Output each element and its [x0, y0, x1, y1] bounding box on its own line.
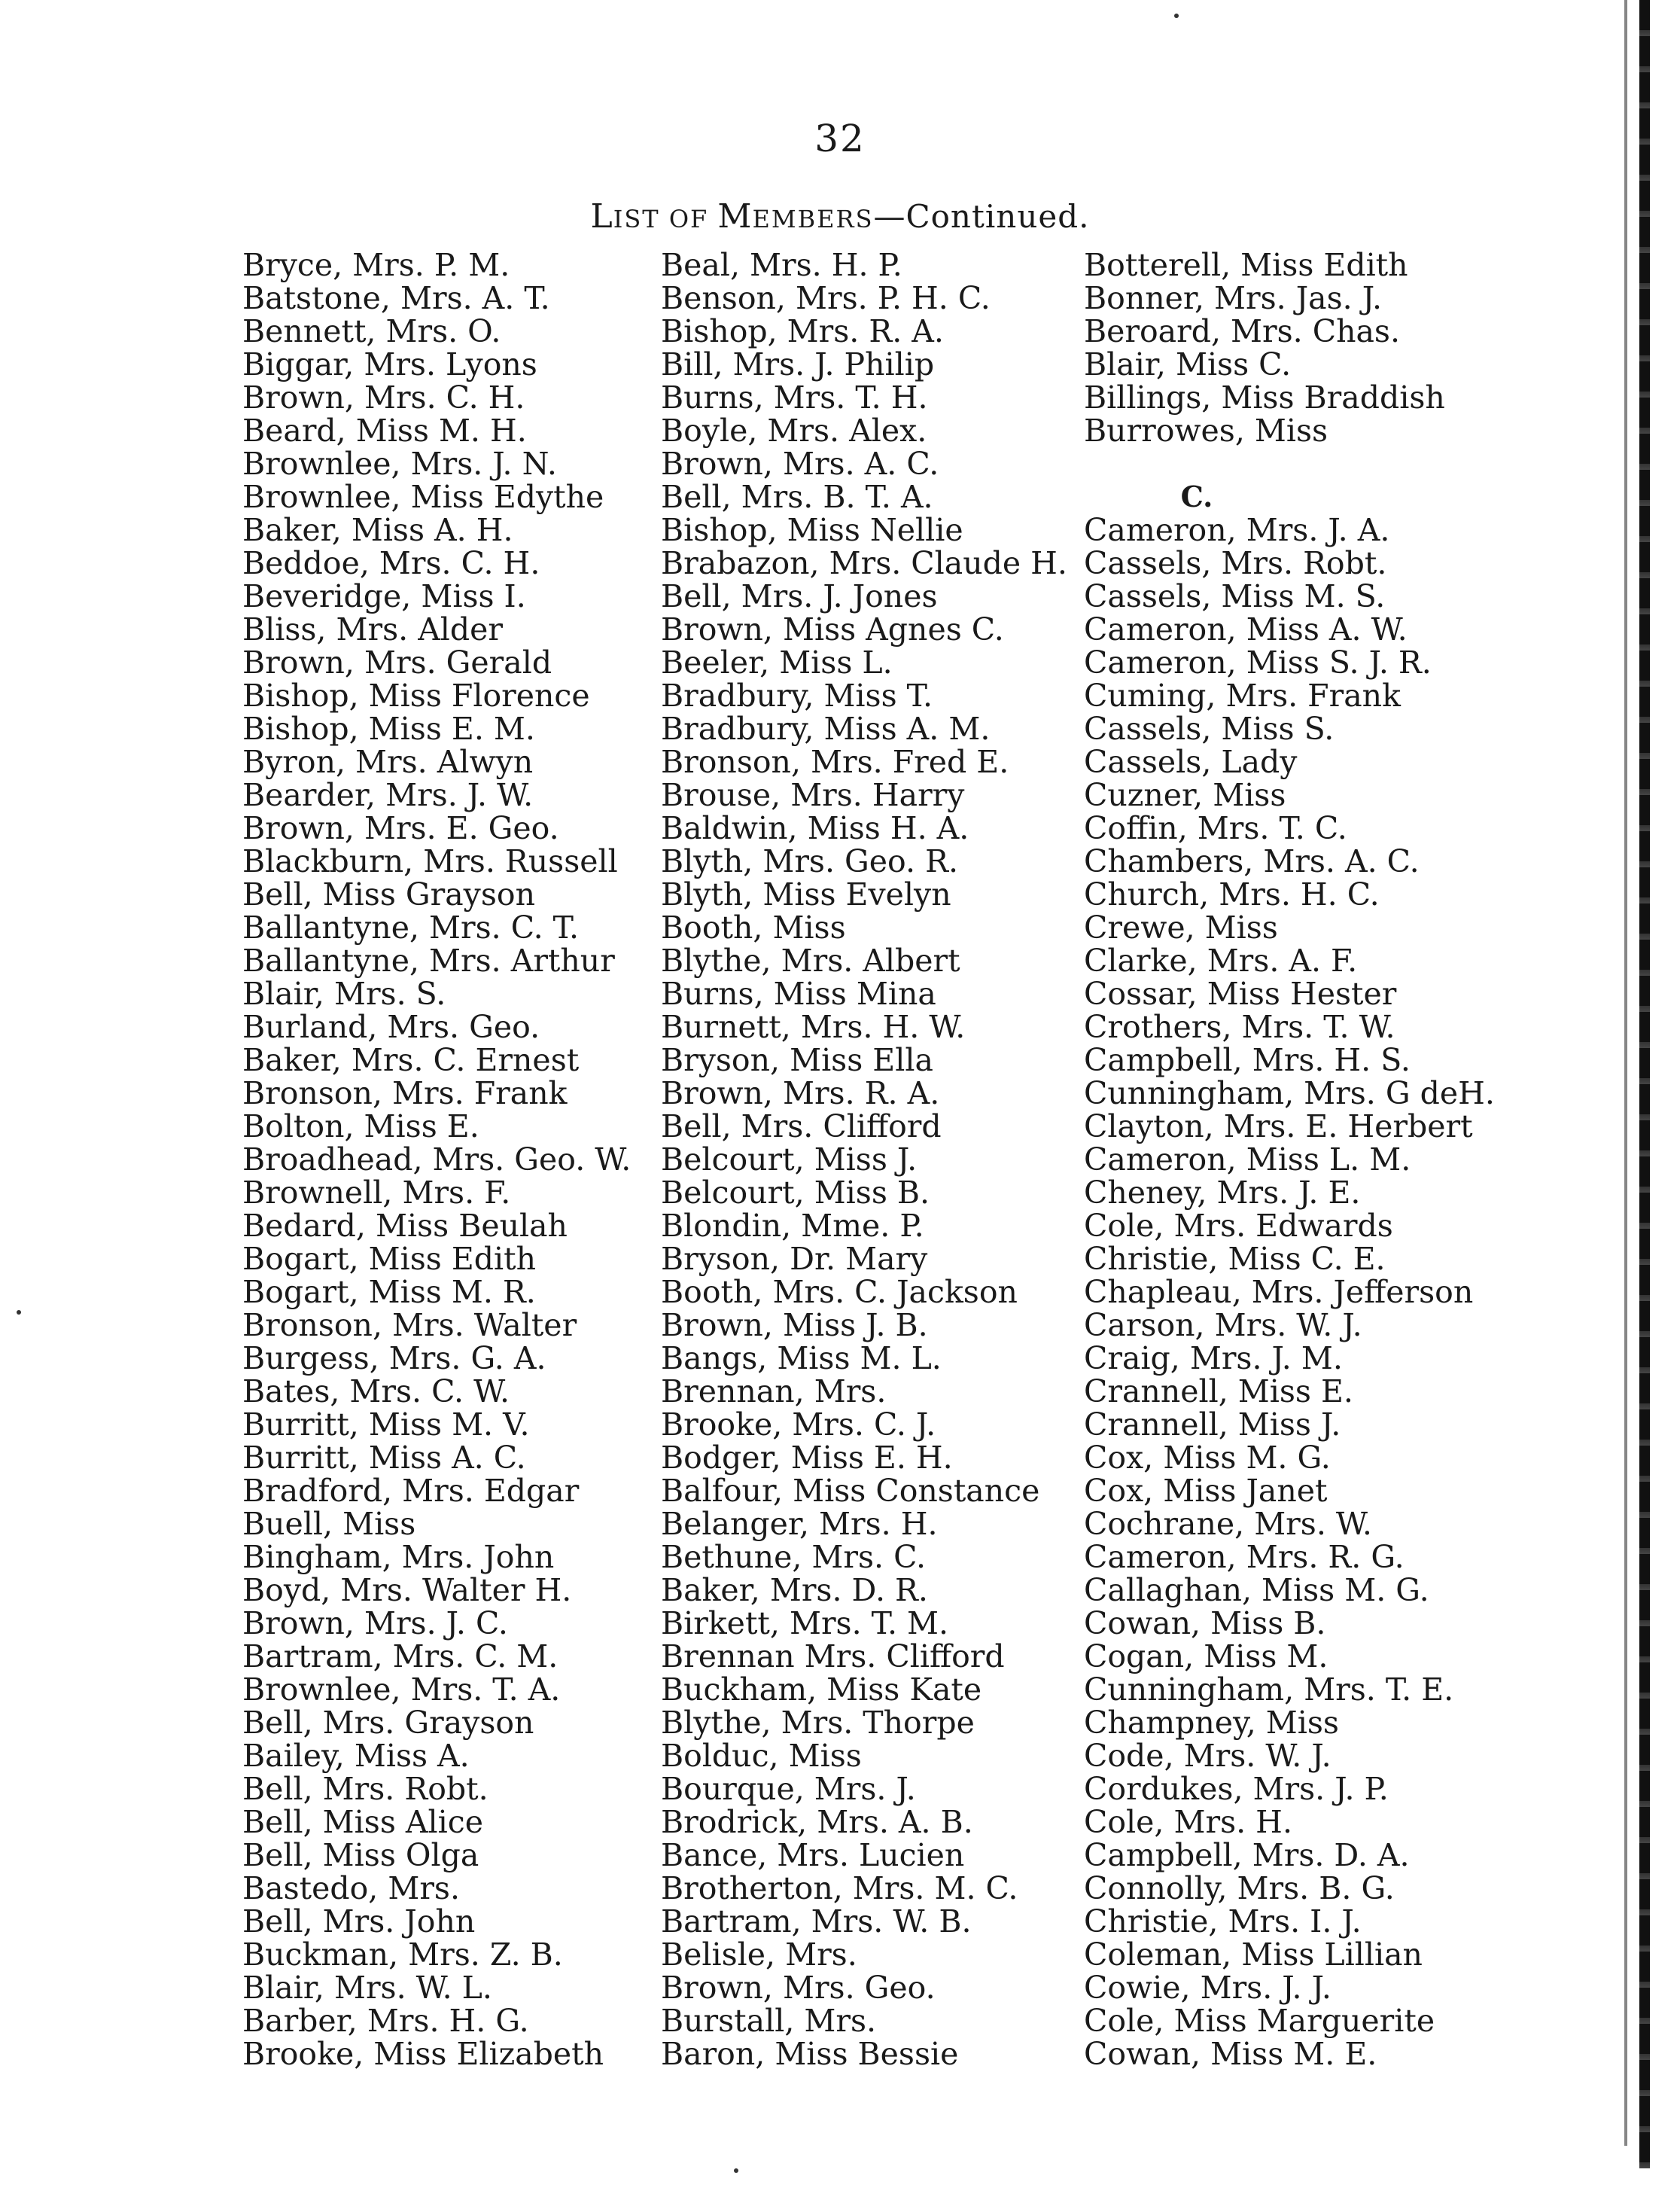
member-entry: Bishop, Mrs. R. A.	[661, 313, 944, 349]
member-entry: Brooke, Miss Elizabeth	[242, 2036, 604, 2072]
member-entry: Blyth, Mrs. Geo. R.	[661, 843, 958, 879]
member-entry: Balfour, Miss Constance	[661, 1473, 1040, 1509]
member-entry: Cowan, Miss M. E.	[1084, 2036, 1377, 2072]
member-entry: Bailey, Miss A.	[242, 1738, 470, 1774]
member-entry: Cameron, Miss L. M.	[1084, 1141, 1411, 1178]
member-entry: Blondin, Mme. P.	[661, 1208, 924, 1244]
member-entry: Blythe, Mrs. Thorpe	[661, 1705, 975, 1741]
member-entry: Beroard, Mrs. Chas.	[1084, 313, 1401, 349]
member-entry: Blair, Miss C.	[1084, 346, 1292, 382]
member-entry: Belcourt, Miss B.	[661, 1175, 930, 1211]
member-entry: Champney, Miss	[1084, 1705, 1339, 1741]
member-entry: Burland, Mrs. Geo.	[242, 1009, 540, 1045]
member-entry: Cassels, Miss S.	[1084, 711, 1335, 747]
member-entry: Campbell, Mrs. H. S.	[1084, 1042, 1411, 1078]
member-entry: Blair, Mrs. W. L.	[242, 1970, 492, 2006]
member-entry: Brownell, Mrs. F.	[242, 1175, 511, 1211]
member-entry: Cox, Miss M. G.	[1084, 1440, 1331, 1476]
member-entry: Bingham, Mrs. John	[242, 1539, 555, 1575]
heading-continued: —Continued.	[873, 198, 1090, 235]
member-entry: Bedard, Miss Beulah	[242, 1208, 568, 1244]
member-entry: Burns, Miss Mina	[661, 976, 936, 1012]
member-entry: Buckham, Miss Kate	[661, 1671, 982, 1708]
member-entry: Batstone, Mrs. A. T.	[242, 280, 550, 316]
member-entry: Connolly, Mrs. B. G.	[1084, 1870, 1395, 1906]
member-entry: Bishop, Miss E. M.	[242, 711, 535, 747]
member-entry: Bishop, Miss Nellie	[661, 512, 963, 548]
member-entry: Botterell, Miss Edith	[1084, 247, 1408, 283]
member-entry: Cassels, Miss M. S.	[1084, 578, 1386, 614]
list-heading	[0, 197, 1680, 236]
member-entry: Brown, Mrs. J. C.	[242, 1605, 508, 1641]
member-entry: Blyth, Miss Evelyn	[661, 876, 951, 913]
member-entry: Bliss, Mrs. Alder	[242, 611, 504, 647]
member-entry: Beard, Miss M. H.	[242, 413, 527, 449]
member-entry: Cox, Miss Janet	[1084, 1473, 1328, 1509]
member-entry: Cameron, Miss A. W.	[1084, 611, 1408, 647]
member-entry: Bryson, Miss Ella	[661, 1042, 933, 1078]
member-entry: Cameron, Miss S. J. R.	[1084, 644, 1432, 681]
member-entry: Bolduc, Miss	[661, 1738, 862, 1774]
member-entry: Cuming, Mrs. Frank	[1084, 678, 1401, 714]
member-entry: Bradbury, Miss A. M.	[661, 711, 991, 747]
member-entry: Cochrane, Mrs. W.	[1084, 1506, 1372, 1542]
member-entry: Brown, Mrs. Gerald	[242, 644, 552, 681]
member-entry: Cunningham, Mrs. G deH.	[1084, 1075, 1495, 1111]
member-entry: Bance, Mrs. Lucien	[661, 1837, 965, 1873]
member-entry: Cordukes, Mrs. J. P.	[1084, 1771, 1389, 1807]
member-entry: Chambers, Mrs. A. C.	[1084, 843, 1420, 879]
member-entry: Cameron, Mrs. J. A.	[1084, 512, 1390, 548]
member-entry: Baker, Miss A. H.	[242, 512, 513, 548]
scan-speck	[17, 1310, 21, 1315]
member-entry: Buell, Miss	[242, 1506, 416, 1542]
member-entry: Bodger, Miss E. H.	[661, 1440, 953, 1476]
member-entry: Cameron, Mrs. R. G.	[1084, 1539, 1405, 1575]
member-entry: Brown, Mrs. R. A.	[661, 1075, 940, 1111]
member-entry: Brown, Mrs. C. H.	[242, 379, 525, 416]
member-entry: Cassels, Mrs. Robt.	[1084, 545, 1387, 581]
member-entry: Baker, Mrs. C. Ernest	[242, 1042, 580, 1078]
page-number: 32	[814, 117, 866, 160]
member-entry: Belcourt, Miss J.	[661, 1141, 918, 1178]
member-entry: Church, Mrs. H. C.	[1084, 876, 1380, 913]
member-entry: Brouse, Mrs. Harry	[661, 777, 965, 813]
member-entry: Crannell, Miss J.	[1084, 1406, 1341, 1443]
member-entry: Bennett, Mrs. O.	[242, 313, 501, 349]
member-entry: Bangs, Miss M. L.	[661, 1340, 942, 1376]
binding-shadow	[1624, 0, 1627, 2146]
member-entry: Cuzner, Miss	[1084, 777, 1286, 813]
member-entry: Burgess, Mrs. G. A.	[242, 1340, 546, 1376]
member-entry: Callaghan, Miss M. G.	[1084, 1572, 1429, 1608]
member-column-3-c-entries	[1084, 513, 1495, 2070]
member-entry: Bethune, Mrs. C.	[661, 1539, 927, 1575]
member-entry: Biggar, Mrs. Lyons	[242, 346, 537, 382]
member-entry: Baker, Mrs. D. R.	[661, 1572, 928, 1608]
member-entry: Boyle, Mrs. Alex.	[661, 413, 927, 449]
member-entry: Bryson, Dr. Mary	[661, 1241, 928, 1277]
member-entry: Brotherton, Mrs. M. C.	[661, 1870, 1018, 1906]
member-entry: Brown, Mrs. Geo.	[661, 1970, 936, 2006]
member-entry: Barber, Mrs. H. G.	[242, 2003, 529, 2039]
member-entry: Clarke, Mrs. A. F.	[1084, 943, 1358, 979]
member-entry: Brown, Miss Agnes C.	[661, 611, 1004, 647]
member-entry: Cole, Miss Marguerite	[1084, 2003, 1435, 2039]
member-entry: Burrowes, Miss	[1084, 413, 1328, 449]
member-entry: Brownlee, Miss Edythe	[242, 479, 604, 515]
scan-speck	[1174, 14, 1179, 18]
member-entry: Crewe, Miss	[1084, 910, 1278, 946]
section-letter-c: C.	[1180, 480, 1213, 513]
member-entry: Cole, Mrs. Edwards	[1084, 1208, 1393, 1244]
member-entry: Benson, Mrs. P. H. C.	[661, 280, 991, 316]
member-entry: Beveridge, Miss I.	[242, 578, 526, 614]
member-entry: Brown, Mrs. E. Geo.	[242, 810, 559, 846]
member-entry: Burritt, Miss M. V.	[242, 1406, 530, 1443]
member-entry: Crannell, Miss E.	[1084, 1373, 1353, 1409]
member-entry: Burritt, Miss A. C.	[242, 1440, 526, 1476]
member-entry: Coffin, Mrs. T. C.	[1084, 810, 1347, 846]
member-entry: Broadhead, Mrs. Geo. W.	[242, 1141, 632, 1178]
member-column-3	[1084, 248, 1495, 2070]
member-entry: Brennan, Mrs.	[661, 1373, 887, 1409]
member-entry: Brooke, Mrs. C. J.	[661, 1406, 936, 1443]
member-entry: Bartram, Mrs. W. B.	[661, 1903, 972, 1939]
member-entry: Bill, Mrs. J. Philip	[661, 346, 935, 382]
scan-speck	[734, 2168, 738, 2173]
member-entry: Brown, Mrs. A. C.	[661, 446, 939, 482]
member-entry: Bradbury, Miss T.	[661, 678, 933, 714]
member-entry: Byron, Mrs. Alwyn	[242, 744, 534, 780]
member-entry: Crothers, Mrs. T. W.	[1084, 1009, 1395, 1045]
member-entry: Blair, Mrs. S.	[242, 976, 446, 1012]
member-entry: Carson, Mrs. W. J.	[1084, 1307, 1362, 1343]
member-entry: Beddoe, Mrs. C. H.	[242, 545, 540, 581]
member-entry: Beeler, Miss L.	[661, 644, 893, 681]
member-entry: Ballantyne, Mrs. C. T.	[242, 910, 580, 946]
member-entry: Burnett, Mrs. H. W.	[661, 1009, 966, 1045]
member-entry: Bogart, Miss M. R.	[242, 1274, 536, 1310]
member-entry: Billings, Miss Braddish	[1084, 379, 1445, 416]
member-entry: Cossar, Miss Hester	[1084, 976, 1397, 1012]
member-entry: Bell, Miss Grayson	[242, 876, 535, 913]
member-entry: Cole, Mrs. H.	[1084, 1804, 1292, 1840]
member-entry: Burstall, Mrs.	[661, 2003, 877, 2039]
member-entry: Cassels, Lady	[1084, 744, 1298, 780]
member-entry: Bell, Mrs. Grayson	[242, 1705, 534, 1741]
member-entry: Brodrick, Mrs. A. B.	[661, 1804, 973, 1840]
member-entry: Brownlee, Mrs. J. N.	[242, 446, 557, 482]
member-entry: Bell, Mrs. Robt.	[242, 1771, 488, 1807]
member-entry: Bonner, Mrs. Jas. J.	[1084, 280, 1383, 316]
member-entry: Booth, Mrs. C. Jackson	[661, 1274, 1018, 1310]
member-entry: Booth, Miss	[661, 910, 846, 946]
member-column-3-b-entries	[1084, 248, 1495, 447]
binding-edge	[1639, 0, 1650, 2168]
member-entry: Bourque, Mrs. J.	[661, 1771, 916, 1807]
heading-initial-m: M	[717, 197, 753, 236]
member-entry: Cunningham, Mrs. T. E.	[1084, 1671, 1454, 1708]
member-entry: Cowie, Mrs. J. J.	[1084, 1970, 1332, 2006]
member-entry: Brennan Mrs. Clifford	[661, 1638, 1005, 1674]
member-entry: Buckman, Mrs. Z. B.	[242, 1936, 563, 1973]
member-column-2	[661, 248, 1067, 2070]
member-entry: Bronson, Mrs. Walter	[242, 1307, 577, 1343]
member-entry: Brown, Miss J. B.	[661, 1307, 928, 1343]
member-entry: Bearder, Mrs. J. W.	[242, 777, 534, 813]
member-entry: Brownlee, Mrs. T. A.	[242, 1671, 561, 1708]
member-column-1	[242, 248, 631, 2070]
member-entry: Bell, Mrs. B. T. A.	[661, 479, 933, 515]
member-entry: Bell, Miss Alice	[242, 1804, 483, 1840]
member-entry: Code, Mrs. W. J.	[1084, 1738, 1332, 1774]
member-entry: Belanger, Mrs. H.	[661, 1506, 938, 1542]
member-entry: Clayton, Mrs. E. Herbert	[1084, 1108, 1473, 1144]
member-entry: Bell, Mrs. Clifford	[661, 1108, 942, 1144]
member-entry: Campbell, Mrs. D. A.	[1084, 1837, 1410, 1873]
member-entry: Bolton, Miss E.	[242, 1108, 479, 1144]
heading-initial-l: L	[590, 197, 613, 236]
heading-embers: EMBERS	[752, 205, 874, 233]
member-entry: Birkett, Mrs. T. M.	[661, 1605, 949, 1641]
member-entry: Craig, Mrs. J. M.	[1084, 1340, 1343, 1376]
member-entry: Bates, Mrs. C. W.	[242, 1373, 510, 1409]
heading-ist-of: IST OF	[613, 205, 718, 233]
member-entry: Blackburn, Mrs. Russell	[242, 843, 618, 879]
member-entry: Baldwin, Miss H. A.	[661, 810, 969, 846]
member-entry: Bryce, Mrs. P. M.	[242, 247, 510, 283]
member-entry: Brabazon, Mrs. Claude H.	[661, 545, 1067, 581]
member-entry: Coleman, Miss Lillian	[1084, 1936, 1423, 1973]
member-entry: Bell, Mrs. John	[242, 1903, 476, 1939]
member-entry: Bronson, Mrs. Frank	[242, 1075, 568, 1111]
member-entry: Cogan, Miss M.	[1084, 1638, 1328, 1674]
member-entry: Bishop, Miss Florence	[242, 678, 590, 714]
member-entry: Boyd, Mrs. Walter H.	[242, 1572, 572, 1608]
member-entry: Belisle, Mrs.	[661, 1936, 857, 1973]
member-entry: Bradford, Mrs. Edgar	[242, 1473, 580, 1509]
member-entry: Burns, Mrs. T. H.	[661, 379, 928, 416]
member-entry: Ballantyne, Mrs. Arthur	[242, 943, 615, 979]
member-entry: Bell, Miss Olga	[242, 1837, 479, 1873]
member-entry: Bell, Mrs. J. Jones	[661, 578, 938, 614]
member-entry: Cowan, Miss B.	[1084, 1605, 1326, 1641]
member-entry: Bogart, Miss Edith	[242, 1241, 537, 1277]
member-entry: Cheney, Mrs. J. E.	[1084, 1175, 1361, 1211]
member-entry: Blythe, Mrs. Albert	[661, 943, 960, 979]
member-entry: Bartram, Mrs. C. M.	[242, 1638, 558, 1674]
member-entry: Christie, Mrs. I. J.	[1084, 1903, 1362, 1939]
member-entry: Bronson, Mrs. Fred E.	[661, 744, 1009, 780]
member-entry: Chapleau, Mrs. Jefferson	[1084, 1274, 1474, 1310]
member-entry: Bastedo, Mrs.	[242, 1870, 461, 1906]
member-entry: Christie, Miss C. E.	[1084, 1241, 1386, 1277]
member-entry: Beal, Mrs. H. P.	[661, 247, 902, 283]
member-entry: Baron, Miss Bessie	[661, 2036, 959, 2072]
